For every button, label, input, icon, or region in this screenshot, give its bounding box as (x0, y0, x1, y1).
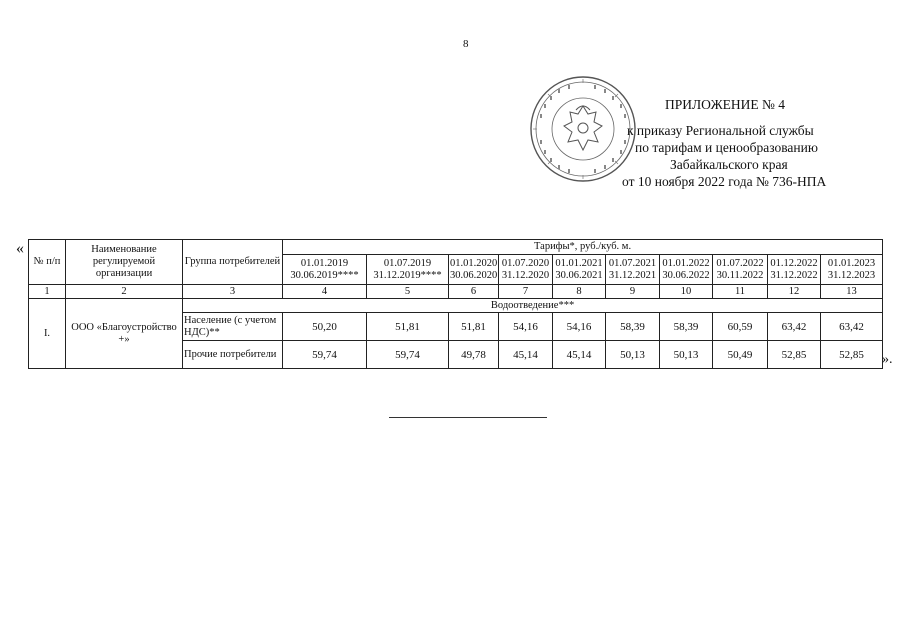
column-number: 13 (821, 285, 883, 299)
header-consumer-group: Группа потребителей (183, 240, 283, 285)
period-header: 01.07.2020 31.12.2020 (499, 255, 553, 285)
column-number: 11 (713, 285, 768, 299)
column-number: 1 (29, 285, 66, 299)
annex-service-line: по тарифам и ценообразованию (635, 140, 818, 155)
period-header: 01.07.2022 30.11.2022 (713, 255, 768, 285)
period-header: 01.01.2020 30.06.2020 (449, 255, 499, 285)
column-number: 9 (606, 285, 660, 299)
tariff-value: 50,13 (606, 341, 660, 369)
column-number: 6 (449, 285, 499, 299)
tariff-value: 50,49 (713, 341, 768, 369)
tariff-value: 60,59 (713, 313, 768, 341)
column-number-row (29, 285, 883, 299)
column-number: 7 (499, 285, 553, 299)
period-header: 01.01.2022 30.06.2022 (660, 255, 713, 285)
row-number: I. (29, 299, 66, 369)
tariff-value: 51,81 (449, 313, 499, 341)
tariff-table (28, 239, 883, 369)
tariff-value: 50,20 (283, 313, 367, 341)
tariff-value: 63,42 (768, 313, 821, 341)
page-number: 8 (463, 38, 469, 50)
closing-divider (389, 417, 547, 418)
header-tariffs: Тарифы*, руб./куб. м. (283, 240, 883, 255)
period-header: 01.12.2022 31.12.2022 (768, 255, 821, 285)
annex-region-line: Забайкальского края (670, 157, 788, 172)
section-title: Водоотведение*** (183, 299, 883, 313)
tariff-value: 51,81 (367, 313, 449, 341)
consumer-group: Прочие потребители (183, 341, 283, 369)
tariff-value: 50,13 (660, 341, 713, 369)
tariff-value: 59,74 (367, 341, 449, 369)
annex-header (560, 96, 860, 190)
tariff-value: 54,16 (499, 313, 553, 341)
tariff-value: 58,39 (606, 313, 660, 341)
period-header: 01.07.2019 31.12.2019**** (367, 255, 449, 285)
tariff-value: 54,16 (553, 313, 606, 341)
header-organization: Наименование регулируемой организации (66, 240, 183, 285)
period-header: 01.01.2019 30.06.2019**** (283, 255, 367, 285)
column-number: 3 (183, 285, 283, 299)
closing-quote: ». (882, 352, 893, 367)
period-header: 01.01.2021 30.06.2021 (553, 255, 606, 285)
opening-quote: « (16, 240, 24, 257)
column-number: 4 (283, 285, 367, 299)
header-number: № п/п (29, 240, 66, 285)
column-number: 5 (367, 285, 449, 299)
period-header: 01.01.2023 31.12.2023 (821, 255, 883, 285)
tariff-value: 59,74 (283, 341, 367, 369)
consumer-group: Население (с учетом НДС)** (183, 313, 283, 341)
tariff-value: 58,39 (660, 313, 713, 341)
organization-name: ООО «Благоустройство +» (66, 299, 183, 369)
annex-title: ПРИЛОЖЕНИЕ № 4 (665, 97, 786, 112)
annex-order-line: к приказу Региональной службы (627, 123, 814, 138)
tariff-value: 52,85 (768, 341, 821, 369)
column-number: 10 (660, 285, 713, 299)
column-number: 12 (768, 285, 821, 299)
tariff-value: 52,85 (821, 341, 883, 369)
annex-date-line: от 10 ноября 2022 года № 736-НПА (622, 174, 827, 189)
column-number: 2 (66, 285, 183, 299)
tariff-value: 49,78 (449, 341, 499, 369)
tariff-value: 63,42 (821, 313, 883, 341)
column-number: 8 (553, 285, 606, 299)
tariff-value: 45,14 (553, 341, 606, 369)
period-header: 01.07.2021 31.12.2021 (606, 255, 660, 285)
tariff-value: 45,14 (499, 341, 553, 369)
